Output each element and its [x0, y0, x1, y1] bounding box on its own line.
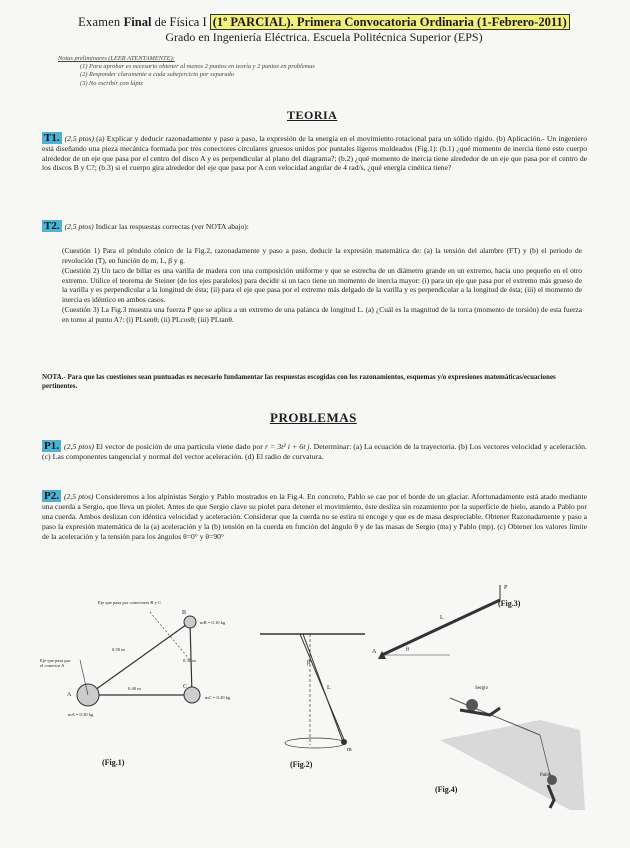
fig2-label: (Fig.2) — [290, 760, 313, 769]
t1-tag: T1. — [44, 132, 60, 144]
question-p2 — [42, 490, 587, 542]
fig4-pablo: Pablo — [540, 773, 552, 778]
exam-header — [64, 14, 584, 45]
fig4-sergio: Sergio — [475, 686, 488, 691]
t2-text: Indicar las respuestas correctas (ver NOTA abajo): — [95, 222, 249, 231]
figure-1 — [40, 600, 270, 785]
fig1-axis-bc: Eje que pasa por conectores B y C — [98, 600, 162, 605]
t1-text: (a) Explicar y deducir razonadamente y paso a paso, la expresión de la energía en el movimiento rotacional para un sólido rígido. (b) Aplicación.- Un ingeniero está diseñando una pieza mecánica formada por tres conectores circulares gruesos unidos por puntales ligeros moldeados (Fig.1): (b.1) ¿qué momento de inercia tiene este cuerpo alrededor de un eje que pasa por el centro del disco A y es perpendicular al plano del diagrama?; (b.2) ¿qué momento de inercia tiene alrededor de un eje que pasa por el centro de los discos B y C?; (b.3) si el cuerpo gira alrededor del eje que pasa por A con velocidad angular de 4 rad/s, ¿qué energía cinética tiene? — [42, 134, 587, 173]
exam-subtitle: Grado en Ingeniería Eléctrica. Escuela Politécnica Superior (EPS) — [165, 30, 483, 44]
prelim-item: (1) Para aprobar es necesario obtener al menos 2 puntos en teoría y 2 puntos en problemas — [80, 63, 315, 71]
cuestion-1: (Cuestión 1) Para el péndulo cónico de la Fig.2, razonadamente y paso a paso, deducir la expresión matemática de: (a) la tensión del alambre (FT) y (b) el periodo de revolución (T), en función de m, L, β y g. — [62, 246, 582, 265]
p2-points: (2,5 ptos) — [63, 492, 94, 501]
t2-points: (2,5 ptos) — [64, 222, 94, 231]
fig3-P: P — [504, 585, 508, 591]
title-highlight: (1º PARCIAL). Primera Convocatoria Ordinaria (1-Febrero-2011) — [210, 14, 570, 30]
fig1-axis-a: Eje que pasa por el conector A — [40, 658, 71, 668]
fig1-mc: mC = 0.20 kg — [205, 695, 231, 700]
cuestion-2: (Cuestión 2) Un taco de billar es una varilla de madera con una composición uniforme y que se estrecha de un diámetro grande en un extremo, hacia uno pequeño en el otro extremo. Utilice el teorema de Steiner (de los ejes paralelos) para decidir si un taco tiene un momento de inercia mayor: (i) para un eje que pasa por el extremo más grueso de la varilla y es perpendicular a la longitud de ésta; (ii) para el eje que pasa por el extremo más delgado de la varilla y es perpendicular a la longitud de ésta; (iii) el momento de inercia es idéntico en ambos casos. — [62, 266, 582, 304]
figure-3 — [370, 585, 530, 670]
fig1-ma: mA = 0.30 kg — [68, 712, 94, 717]
p2-tag: P2. — [44, 490, 59, 502]
p1-points: (2,5 ptos) — [63, 442, 94, 451]
fig3-A: A — [372, 649, 377, 655]
figure-4 — [420, 680, 590, 810]
fig1-d3: 0.40 m — [128, 686, 141, 691]
cuestiones — [62, 246, 582, 325]
cuestion-3: (Cuestión 3) La Fig.3 muestra una fuerza P que se aplica a un extremo de una palanca de longitud L. (a) ¿Cuál es la magnitud de la torca (momento de torsión) de esta fuerza en torno al punto A?: (i) PLsenθ; (ii) PLcosθ; (iii) PLtanθ. — [62, 305, 582, 324]
prelim-item: (2) Responder claramente a cada subejercicio por separado — [80, 71, 234, 79]
fig3-L: L — [440, 615, 444, 621]
nota: NOTA.- Para que las cuestiones sean puntuadas es necesario fundamentar las respuestas escogidas con los razonamientos, esquemas y/o expresiones matemáticas/ecuaciones pertinentes. — [42, 373, 556, 390]
figure-1-drawing — [40, 600, 270, 785]
title-mid: de Física I — [151, 15, 210, 29]
p1-text-a: El vector de posición de una partícula viene dado por — [96, 442, 263, 451]
fig2-beta: β — [307, 660, 311, 666]
p1-formula: r = 3t² i + 6t j — [264, 442, 310, 451]
question-p1 — [42, 440, 587, 462]
title-pre: Examen — [78, 15, 124, 29]
fig2-L: L — [327, 685, 331, 691]
fig1-c: C — [183, 684, 188, 690]
t1-points: (2,5 ptos) — [64, 134, 94, 143]
t2-tag: T2. — [44, 220, 60, 232]
fig2-m: m — [347, 747, 352, 753]
exam-title — [64, 14, 584, 30]
teoria-title: TEORIA — [287, 108, 338, 122]
prelim-notes — [58, 55, 315, 88]
p2-text: Consideremos a los alpinistas Sergio y Pablo mostrados en la Fig.4. En concreto, Pablo se cae por el borde de un glaciar. Afortunadamente está atado mediante una cuerda a Sergio, que lleva un piolet. Antes de que Sergio clave su piolet para detener el movimiento, éste desliza sin rozamiento por la superficie de hielo, atando a Pablo por una cuerda. Ambos deslizan con idéntica velocidad y aceleración. Considerar que la cuerda no se estira ni encoge y que es de masa despreciable. Obtener Razonadamente y paso a paso la expresión matemática de la (a) aceleración y la (b) tensión en la cuerda en función del ángulo θ y de las masas de Sergio (ms) y Pablo (mp). (c) Obtener los valores límite de la aceleración y la tensión para los ángulos θ=0° y θ=90° — [42, 492, 587, 541]
p1-text-b: . Determinar: (a) La ecuación de la trayectoria. (b) Los vectores velocidad y aceleración. (c) Las componentes tangencial y normal del vector aceleración. (d) El radio de curvatura. — [42, 442, 587, 461]
prelim-item: (3) No escribir con lápiz — [80, 79, 143, 87]
prelim-heading: Notas preliminares (LEER ATENTAMENTE): — [58, 55, 175, 62]
fig1-mb: mB = 0.10 kg — [200, 620, 226, 625]
figure-2 — [255, 630, 375, 770]
figure-2-drawing — [255, 630, 375, 770]
fig1-d2: 0.30 m — [183, 658, 196, 663]
fig1-label: (Fig.1) — [102, 758, 125, 767]
figure-3-drawing — [370, 585, 530, 670]
fig3-theta: θ — [406, 647, 409, 653]
p1-tag: P1. — [44, 440, 59, 452]
fig1-b: B — [182, 610, 187, 616]
fig1-a: A — [67, 692, 72, 698]
problemas-title: PROBLEMAS — [270, 410, 357, 425]
title-final: Final — [123, 15, 152, 29]
fig4-label: (Fig.4) — [435, 785, 458, 794]
question-t2 — [42, 220, 587, 232]
fig3-label: (Fig.3) — [498, 599, 521, 608]
fig1-d1: 0.50 m — [112, 647, 125, 652]
question-t1 — [42, 132, 587, 173]
